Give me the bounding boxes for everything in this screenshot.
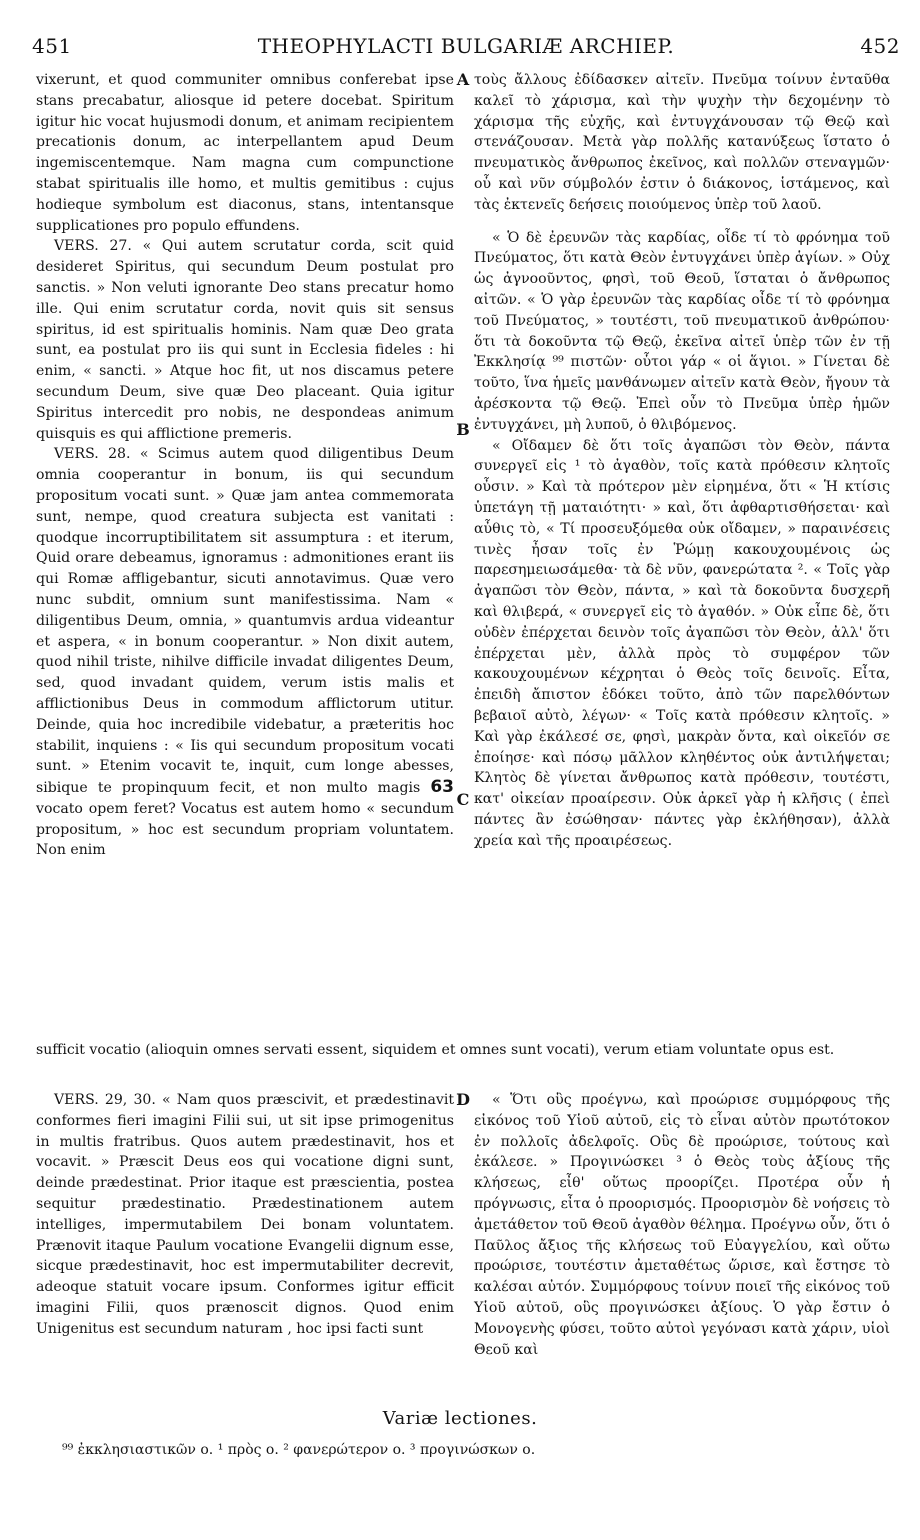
page-header <box>32 34 900 62</box>
greek-paragraph: « Ὁ δὲ ἐρευνῶν τὰς καρδίας, οἶδε τί τὸ φρόνημα τοῦ Πνεύματος, ὅτι κατὰ Θεὸν ἐντυγχάνει ὑπὲρ ἁγίων. » Οὐχ ὡς ἀγνοοῦντος, φησὶ, τοῦ Θεοῦ, ἵσταται ὁ ἄνθρωπος αἰτῶν. « Ὁ γὰρ ἐρευνῶν τὰς καρδίας οἶδε τί τὸ φρόνημα τοῦ Πνεύματος, » τουτέστι, τοῦ πνευματικοῦ ἀνθρώπου· ὅτι τὰ δοκοῦντα τῷ Θεῷ, ἐκεῖνα αἰτεῖ ὑπὲρ τῶν ἐν τῇ Ἐκκλησίᾳ ⁹⁹ πιστῶν· οὗτοι γάρ « οἱ ἅγιοι. » Γίνεται δὲ τοῦτο, ἵνα ἡμεῖς μανθάνωμεν αἰτεῖν κατὰ Θεὸν, ἤγουν τὰ ἀρέσκοντα τῷ Θεῷ. Ἐπεὶ οὖν τὸ Πνεῦμα ὑπὲρ ἡμῶν ἐντυγχάνει, μὴ λυποῦ, ὁ θλιβόμενος. <box>474 229 890 433</box>
greek-column-bottom <box>474 1090 890 1360</box>
latin-column-top <box>36 70 454 861</box>
latin-paragraph <box>36 444 454 861</box>
latin-text: vocato opem feret? Vocatus est autem homo « secundum propositum, » hoc est secundum propriam voluntatem. Non enim <box>36 800 454 859</box>
greek-paragraph: « Οἴδαμεν δὲ ὅτι τοῖς ἀγαπῶσι τὸν Θεὸν, πάντα συνεργεῖ εἰς ¹ τὸ ἀγαθὸν, τοῖς κατὰ πρόθεσιν κλητοῖς οὖσιν. » Καὶ τὰ πρότερον μὲν εἰρημένα, ὅτι « Ἡ κτίσις ὑπετάγη τῇ ματαιότητι· » καὶ, ὅτι ἀφθαρτισθήσεται· καὶ αὖθις τὸ, « Τί προσευξόμεθα οὐκ οἴδαμεν, » παραινέσεις τινὲς ἦσαν τοῖς ἐν Ῥώμῃ κακουχουμένοις ὡς παρεσημειωσάμεθα· τὰ δὲ νῦν, φανερώτατα ². « Τοῖς γὰρ ἀγαπῶσι τὸν Θεὸν, πάντα, » καὶ τὰ δοκοῦντα δυσχερῆ καὶ θλιβερά, « συνεργεῖ εἰς τὸ ἀγαθόν. » Οὐκ εἶπε δὲ, ὅτι οὐδὲν ἐπέρχεται δεινὸν τοῖς ἀγαπῶσι τὸν Θεὸν, ἀλλ' ὅτι ἐπέρχεται μὲν, ἀλλὰ πρὸς τὸ συμφέρον τῶν κακουχουμένων κέχρηται ὁ Θεὸς τοῖς δεινοῖς. Εἶτα, ἐπειδὴ ἄπιστον ἐδόκει τοῦτο, ἀπὸ τῶν παρελθόντων βεβαιοῖ αὐτὸ, λέγων· « Τοῖς κατὰ πρόθεσιν κλητοῖς. » Καὶ γὰρ ἐκάλεσέ σε, φησὶ, μακρὰν ὄντα, καὶ οἰκεῖόν σε ἐποίησε· καὶ πόσῳ μᾶλλον κληθέντος οὐκ ἀντιλήψεται; Κλητὸς δὲ γίνεται ἄνθρωπος κατὰ πρόθεσιν, τουτέστι, κατ' οἰκείαν προαίρεσιν. Οὐκ ἀρκεῖ γὰρ ἡ κλῆσις ( ἐπεὶ πάντες ἂν ἐσώθησαν· πάντες γὰρ ἐκλήθησαν), ἀλλὰ χρεία καὶ τῆς προαιρέσεως. <box>474 437 890 849</box>
margin-marker-b: B <box>456 420 470 439</box>
variae-lectiones-title: Variæ lectiones. <box>382 1408 538 1429</box>
running-title: THEOPHYLACTI BULGARIÆ ARCHIEP. <box>257 34 675 58</box>
latin-paragraph: VERS. 29, 30. « Nam quos præscivit, et prædestinavit conformes fieri imagini Filii sui, ut sit ipse primogenitus in multis fratribus. Quos autem prædestinavit, hos et vocavit. » Præscit Deus eos qui vocatione digni sunt, deinde prædestinat. Prior itaque est præscientia, postea sequitur prædestinatio. Prædestinationem autem intelliges, impermutabilem Dei bonam voluntatem. Prænovit itaque Paulum vocatione Evangelii dignum esse, sicque prædestinavit, hoc est impermutabiliter decrevit, adeoque statuit vocare ipsum. Conformes igitur efficit imagini Filii, quos prænoscit dignos. Quod enim Unigenitus est secundum naturam , hoc ipsi facti sunt <box>36 1092 454 1337</box>
greek-column-top <box>474 70 890 851</box>
latin-text: VERS. 28. « Scimus autem quod diligentibus Deum omnia cooperantur in bonum, iis qui secundum propositum vocati sunt. » Quæ jam antea commemorata sunt, nempe, quod creatura subjecta est vanitati : quodque incorruptibilitatem sit assumptura : et iterum, Quid orare debeamus, ignoramus : admonitiones erant iis qui Romæ affligebantur, sicuti annotavimus. Quæ vero nunc subdit, omnium sunt manifestissima. Nam « diligentibus Deum, omnia, » quantumvis ardua videantur et aspera, « in bonum cooperantur. » Non dixit autem, quod nihil triste, nihilve difficile invadat diligentes Deum, sed, quod invadant quidem, verum istis malis et afflictionibus Deus in commodum afflictorum utitur. Deinde, quia hoc incredibile videbatur, a præteritis hoc stabilit, inquiens : « Iis qui secundum propositum vocati sunt. » Etenim vocavit te, inquit, cum longe abesses, sibique te propinquum fecit, et non multo magis <box>36 446 454 797</box>
margin-marker-c: C <box>456 790 470 809</box>
latin-column-bottom <box>36 1090 454 1340</box>
latin-paragraph: VERS. 27. « Qui autem scrutatur corda, scit quid desideret Spiritus, qui secundum Deum postulat pro sanctis. » Non veluti ignorante Deo stans precatur homo ille. Qui enim scrutatur corda, novit quis sit sensus spiritus, id est spiritualis hominis. Nam quæ Deo grata sunt, ea postulat pro iis qui sunt in Ecclesia fideles : hi enim, « sancti. » Atque hoc fit, ut nos discamus petere secundum Deum, sive quæ Deo placeant. Quia igitur Spiritus intercedit pro nobis, ne despondeas animum quisquis es qui afflictione premeris. <box>36 238 454 442</box>
variae-lectiones-notes: ⁹⁹ ἐκκλησιαστικῶν ο. ¹ πρὸς ο. ² φανερώτερον ο. ³ προγινώσκων ο. <box>62 1442 536 1458</box>
greek-paragraph: « Ὅτι οὓς προέγνω, καὶ προώρισε συμμόρφους τῆς εἰκόνος τοῦ Υἱοῦ αὐτοῦ, εἰς τὸ εἶναι αὐτὸν πρωτότοκον ἐν πολλοῖς ἀδελφοῖς. Οὓς δὲ προώρισε, τούτους καὶ ἐκάλεσε. » Προγινώσκει ³ ὁ Θεὸς τοὺς ἀξίους τῆς κλήσεως, εἶθ' οὕτως προορίζει. Προτέρα οὖν ἡ πρόγνωσις, εἶτα ὁ προορισμός. Προορισμὸν δὲ νοήσεις τὸ ἀμετάθετον τοῦ Θεοῦ ἀγαθὸν θέλημα. Προέγνω οὖν, ὅτι ὁ Παῦλος ἄξιος τῆς κλήσεως τοῦ Εὐαγγελίου, καὶ οὕτω προώρισε, τουτέστιν ἀμεταθέτως ὥρισε, καὶ ἔστησε τὸ καλέσαι αὐτόν. Συμμόρφους τοίνυν ποιεῖ τῆς εἰκόνος τοῦ Υἱοῦ αὐτοῦ, οὓς προγινώσκει ἀξίους. Ὁ γὰρ ἔστιν ὁ Μονογενὴς φύσει, τοῦτο αὐτοὶ γεγόνασι κατὰ χάριν, υἱοὶ Θεοῦ καὶ <box>474 1092 890 1358</box>
full-width-line: sufficit vocatio (alioquin omnes servati essent, siquidem et omnes sunt vocati), verum etiam voluntate opus est. <box>36 1042 835 1058</box>
page-number-right: 452 <box>860 34 900 58</box>
margin-marker-d: D <box>456 1090 470 1109</box>
greek-paragraph: τοὺς ἄλλους ἐδίδασκεν αἰτεῖν. Πνεῦμα τοίνυν ἐνταῦθα καλεῖ τὸ χάρισμα, καὶ τὴν ψυχὴν τὴν δεχομένην τὸ χάρισμα τῆς εὐχῆς, καὶ ἐντυγχάνουσαν τῷ Θεῷ καὶ στενάζουσαν. Μετὰ γὰρ πολλῆς κατανύξεως ἵστατο ὁ πνευματικὸς ἄνθρωπος ἐκεῖνος, καὶ πολλῶν στεναγμῶν· οὗ καὶ νῦν σύμβολόν ἐστιν ὁ διάκονος, ἱστάμενος, καὶ τὰς ἐκτενεῖς δεήσεις ποιούμενος ὑπὲρ τοῦ λαοῦ. <box>474 72 890 213</box>
inline-page-number: 63 <box>430 777 454 798</box>
margin-marker-a: A <box>456 70 470 89</box>
latin-paragraph: vixerunt, et quod communiter omnibus conferebat ipse stans precabatur, aliosque id petere docebat. Spiritum igitur hic vocat hujusmodi donum, et animam recipientem precationis donum, ac interpellantem apud Deum ingemiscentemque. Nam magna cum compunctione stabat spiritualis ille homo, et multis gemitibus : cujus hodieque symbolum est diaconus, stans, intentansque supplicationes pro populo effundens. <box>36 72 454 234</box>
page-number-left: 451 <box>32 34 72 58</box>
